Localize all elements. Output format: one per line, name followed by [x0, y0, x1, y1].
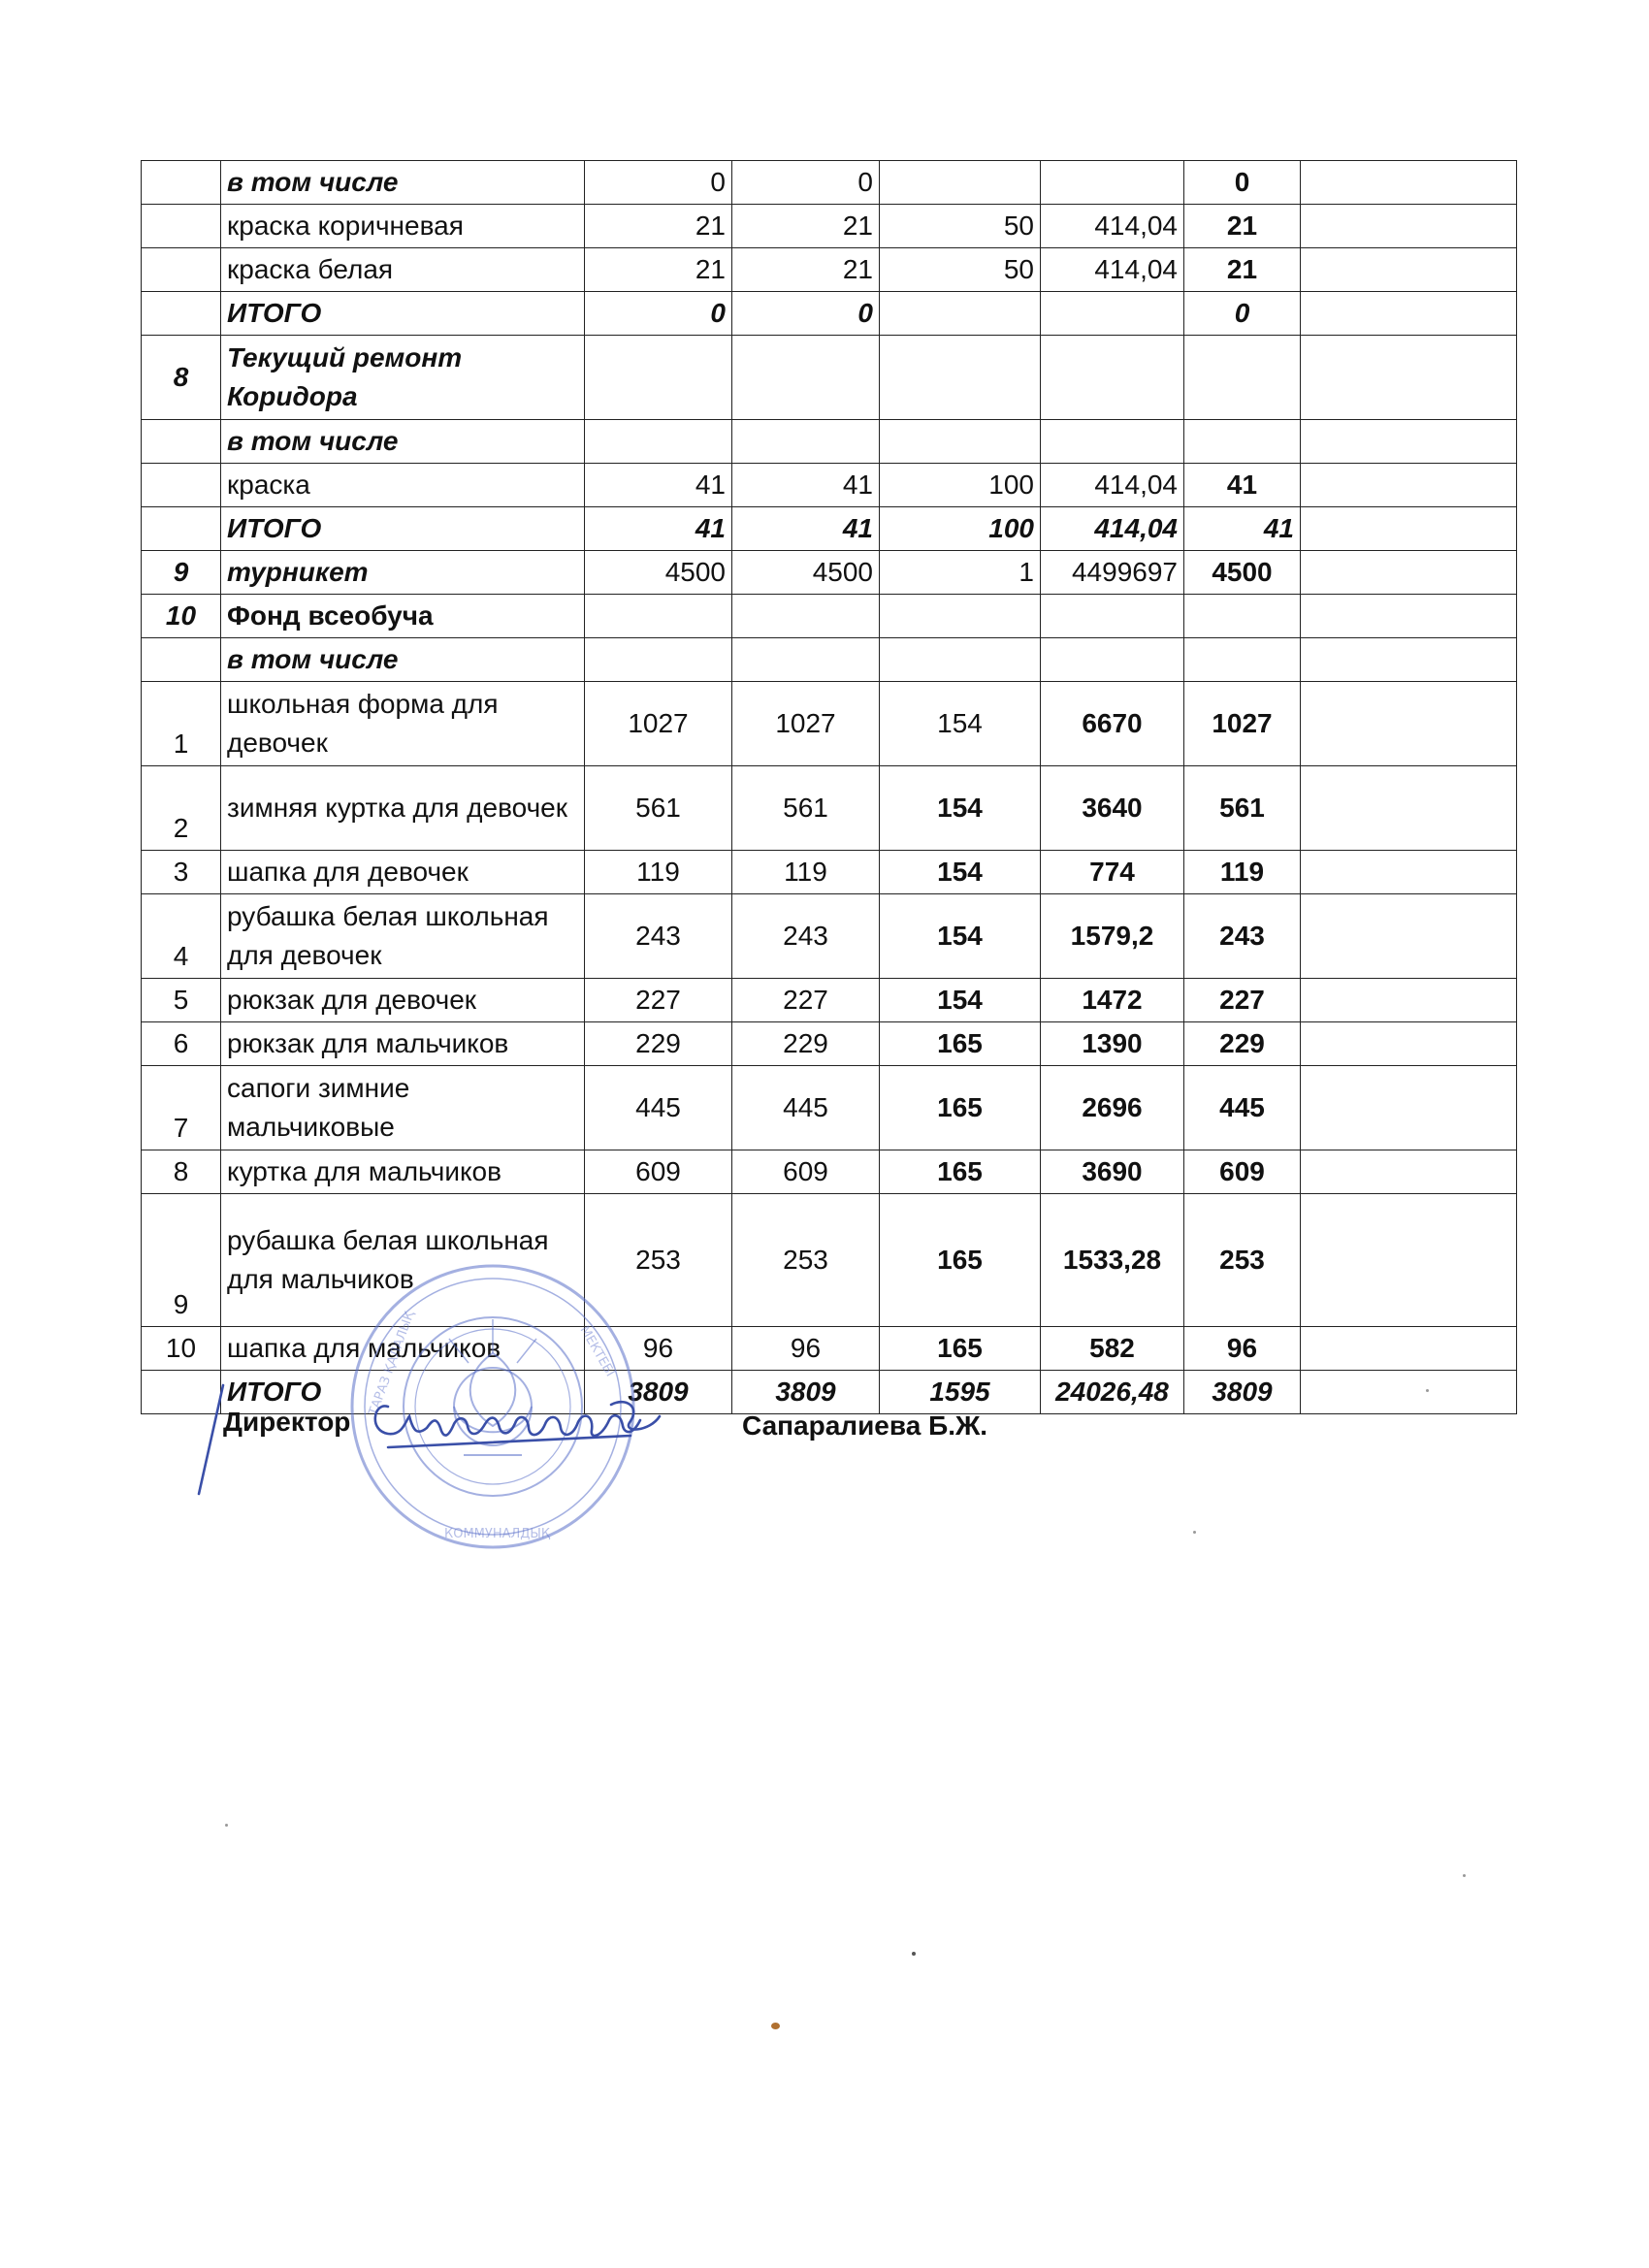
item-name-cell: Фонд всеобуча	[221, 595, 585, 638]
value-cell-4	[1041, 161, 1184, 205]
item-name-cell: краска коричневая	[221, 205, 585, 248]
row-number-cell: 9	[142, 551, 221, 595]
value-cell-3	[880, 595, 1041, 638]
item-name-cell: турникет	[221, 551, 585, 595]
value-cell-1: 227	[585, 979, 732, 1022]
value-cell-4: 1390	[1041, 1022, 1184, 1066]
value-cell-5: 243	[1184, 894, 1301, 979]
item-name-cell: ИТОГО	[221, 507, 585, 551]
table-row	[142, 292, 1517, 336]
table-row	[142, 1022, 1517, 1066]
value-cell-3	[880, 336, 1041, 420]
item-name-cell: Текущий ремонт Коридора	[221, 336, 585, 420]
row-number-cell: 3	[142, 851, 221, 894]
value-cell-6	[1301, 979, 1517, 1022]
value-cell-1: 119	[585, 851, 732, 894]
value-cell-3	[880, 292, 1041, 336]
value-cell-4: 3640	[1041, 766, 1184, 851]
item-name-cell: рюкзак для мальчиков	[221, 1022, 585, 1066]
signatory-name: Сапаралиева Б.Ж.	[742, 1410, 988, 1441]
value-cell-5: 609	[1184, 1150, 1301, 1194]
value-cell-5	[1184, 336, 1301, 420]
value-cell-1: 253	[585, 1194, 732, 1327]
value-cell-5: 253	[1184, 1194, 1301, 1327]
item-name-cell: рубашка белая школьная для мальчиков	[221, 1194, 585, 1327]
value-cell-1: 243	[585, 894, 732, 979]
row-number-cell: 1	[142, 682, 221, 766]
value-cell-6	[1301, 1194, 1517, 1327]
table-row	[142, 979, 1517, 1022]
value-cell-2: 561	[732, 766, 880, 851]
value-cell-6	[1301, 205, 1517, 248]
value-cell-2: 21	[732, 205, 880, 248]
item-name-cell: краска	[221, 464, 585, 507]
value-cell-1: 0	[585, 292, 732, 336]
value-cell-4: 1533,28	[1041, 1194, 1184, 1327]
value-cell-4: 1472	[1041, 979, 1184, 1022]
value-cell-3: 100	[880, 464, 1041, 507]
row-number-cell	[142, 507, 221, 551]
value-cell-3	[880, 161, 1041, 205]
value-cell-4: 414,04	[1041, 205, 1184, 248]
scan-speck	[225, 1824, 228, 1827]
value-cell-5: 561	[1184, 766, 1301, 851]
table-row	[142, 161, 1517, 205]
item-name-cell: рубашка белая школьная для девочек	[221, 894, 585, 979]
value-cell-6	[1301, 292, 1517, 336]
table-row	[142, 851, 1517, 894]
row-number-cell: 8	[142, 1150, 221, 1194]
value-cell-6	[1301, 161, 1517, 205]
value-cell-1	[585, 595, 732, 638]
value-cell-2: 0	[732, 292, 880, 336]
value-cell-6	[1301, 851, 1517, 894]
item-name-cell: зимняя куртка для девочек	[221, 766, 585, 851]
item-name-cell: куртка для мальчиков	[221, 1150, 585, 1194]
value-cell-4: 3690	[1041, 1150, 1184, 1194]
table-row	[142, 894, 1517, 979]
value-cell-2: 1027	[732, 682, 880, 766]
value-cell-4: 4499697	[1041, 551, 1184, 595]
table-row	[142, 1150, 1517, 1194]
signature-block	[194, 1377, 1067, 1552]
value-cell-5: 119	[1184, 851, 1301, 894]
table-row	[142, 638, 1517, 682]
value-cell-4: 414,04	[1041, 507, 1184, 551]
item-name-cell: сапоги зимние мальчиковые	[221, 1066, 585, 1150]
value-cell-6	[1301, 766, 1517, 851]
item-name-cell: в том числе	[221, 638, 585, 682]
value-cell-4: 1579,2	[1041, 894, 1184, 979]
value-cell-5: 227	[1184, 979, 1301, 1022]
value-cell-6	[1301, 507, 1517, 551]
value-cell-4: 774	[1041, 851, 1184, 894]
value-cell-4	[1041, 420, 1184, 464]
value-cell-4: 582	[1041, 1327, 1184, 1371]
value-cell-4: 414,04	[1041, 464, 1184, 507]
value-cell-5: 41	[1184, 507, 1301, 551]
row-number-cell: 6	[142, 1022, 221, 1066]
value-cell-1: 41	[585, 507, 732, 551]
table-row	[142, 420, 1517, 464]
value-cell-2: 119	[732, 851, 880, 894]
value-cell-6	[1301, 420, 1517, 464]
value-cell-2: 96	[732, 1327, 880, 1371]
value-cell-6	[1301, 551, 1517, 595]
row-number-cell	[142, 420, 221, 464]
value-cell-6	[1301, 682, 1517, 766]
value-cell-1: 1027	[585, 682, 732, 766]
value-cell-3: 165	[880, 1327, 1041, 1371]
value-cell-1: 96	[585, 1327, 732, 1371]
table-row	[142, 507, 1517, 551]
value-cell-1: 3809	[585, 1371, 732, 1414]
row-number-cell	[142, 205, 221, 248]
value-cell-1: 21	[585, 205, 732, 248]
value-cell-5: 0	[1184, 292, 1301, 336]
value-cell-4: 2696	[1041, 1066, 1184, 1150]
row-number-cell	[142, 638, 221, 682]
table-row	[142, 205, 1517, 248]
value-cell-1: 229	[585, 1022, 732, 1066]
value-cell-6	[1301, 595, 1517, 638]
value-cell-3: 165	[880, 1022, 1041, 1066]
scan-speck	[912, 1952, 916, 1956]
row-number-cell	[142, 464, 221, 507]
item-name-cell: ИТОГО	[221, 1371, 585, 1414]
item-name-cell: краска белая	[221, 248, 585, 292]
table-row	[142, 595, 1517, 638]
value-cell-1: 609	[585, 1150, 732, 1194]
value-cell-2	[732, 638, 880, 682]
value-cell-6	[1301, 1150, 1517, 1194]
row-number-cell: 10	[142, 595, 221, 638]
item-name-cell: рюкзак для девочек	[221, 979, 585, 1022]
value-cell-5: 3809	[1184, 1371, 1301, 1414]
table-row	[142, 336, 1517, 420]
value-cell-5: 41	[1184, 464, 1301, 507]
svg-text:МЕКТЕБІ: МЕКТЕБІ	[576, 1323, 618, 1379]
row-number-cell: 10	[142, 1327, 221, 1371]
value-cell-6	[1301, 1066, 1517, 1150]
value-cell-3: 154	[880, 851, 1041, 894]
value-cell-2: 3809	[732, 1371, 880, 1414]
value-cell-3: 154	[880, 979, 1041, 1022]
value-cell-2: 243	[732, 894, 880, 979]
value-cell-6	[1301, 336, 1517, 420]
value-cell-6	[1301, 1327, 1517, 1371]
value-cell-2: 609	[732, 1150, 880, 1194]
value-cell-2: 445	[732, 1066, 880, 1150]
item-name-cell: ИТОГО	[221, 292, 585, 336]
value-cell-3: 154	[880, 682, 1041, 766]
value-cell-3: 165	[880, 1194, 1041, 1327]
table-row	[142, 464, 1517, 507]
value-cell-6	[1301, 894, 1517, 979]
value-cell-5	[1184, 595, 1301, 638]
value-cell-1: 21	[585, 248, 732, 292]
value-cell-4: 414,04	[1041, 248, 1184, 292]
table-row	[142, 766, 1517, 851]
value-cell-2	[732, 595, 880, 638]
value-cell-5: 0	[1184, 161, 1301, 205]
value-cell-3: 50	[880, 248, 1041, 292]
value-cell-1	[585, 420, 732, 464]
value-cell-4	[1041, 336, 1184, 420]
table-row	[142, 1066, 1517, 1150]
value-cell-1: 561	[585, 766, 732, 851]
value-cell-6	[1301, 1371, 1517, 1414]
handwritten-signature	[194, 1377, 698, 1513]
inventory-table	[141, 160, 1517, 1414]
value-cell-1: 41	[585, 464, 732, 507]
value-cell-4	[1041, 292, 1184, 336]
value-cell-1	[585, 336, 732, 420]
value-cell-3: 154	[880, 894, 1041, 979]
row-number-cell	[142, 248, 221, 292]
row-number-cell: 9	[142, 1194, 221, 1327]
value-cell-2	[732, 420, 880, 464]
value-cell-6	[1301, 248, 1517, 292]
signature-title: Директор	[223, 1407, 351, 1437]
value-cell-5: 1027	[1184, 682, 1301, 766]
svg-text:КОММУНАЛДЫҚ: КОММУНАЛДЫҚ	[444, 1527, 551, 1541]
value-cell-3: 165	[880, 1066, 1041, 1150]
value-cell-5: 21	[1184, 248, 1301, 292]
row-number-cell: 2	[142, 766, 221, 851]
value-cell-5	[1184, 638, 1301, 682]
value-cell-3: 1	[880, 551, 1041, 595]
row-number-cell: 5	[142, 979, 221, 1022]
value-cell-2: 21	[732, 248, 880, 292]
value-cell-4: 24026,48	[1041, 1371, 1184, 1414]
value-cell-4	[1041, 595, 1184, 638]
value-cell-1: 0	[585, 161, 732, 205]
item-name-cell: шапка для девочек	[221, 851, 585, 894]
value-cell-1	[585, 638, 732, 682]
value-cell-3: 165	[880, 1150, 1041, 1194]
value-cell-3	[880, 420, 1041, 464]
value-cell-4: 6670	[1041, 682, 1184, 766]
scan-speck	[1463, 1874, 1466, 1877]
value-cell-2: 4500	[732, 551, 880, 595]
value-cell-3	[880, 638, 1041, 682]
value-cell-1: 445	[585, 1066, 732, 1150]
item-name-cell: в том числе	[221, 161, 585, 205]
value-cell-5: 4500	[1184, 551, 1301, 595]
value-cell-2	[732, 336, 880, 420]
table-row	[142, 682, 1517, 766]
row-number-cell: 7	[142, 1066, 221, 1150]
value-cell-2: 41	[732, 507, 880, 551]
item-name-cell: в том числе	[221, 420, 585, 464]
row-number-cell	[142, 161, 221, 205]
table-row	[142, 248, 1517, 292]
scan-speck	[771, 2023, 780, 2029]
value-cell-3: 100	[880, 507, 1041, 551]
value-cell-3: 50	[880, 205, 1041, 248]
value-cell-2: 227	[732, 979, 880, 1022]
value-cell-4	[1041, 638, 1184, 682]
item-name-cell: шапка для мальчиков	[221, 1327, 585, 1371]
row-number-cell: 8	[142, 336, 221, 420]
value-cell-2: 41	[732, 464, 880, 507]
scan-speck	[1426, 1389, 1429, 1392]
item-name-cell: школьная форма для девочек	[221, 682, 585, 766]
value-cell-2: 229	[732, 1022, 880, 1066]
table-body	[142, 161, 1517, 1414]
value-cell-6	[1301, 1022, 1517, 1066]
value-cell-5: 229	[1184, 1022, 1301, 1066]
value-cell-5: 445	[1184, 1066, 1301, 1150]
value-cell-2: 0	[732, 161, 880, 205]
value-cell-1: 4500	[585, 551, 732, 595]
value-cell-3: 1595	[880, 1371, 1041, 1414]
value-cell-6	[1301, 464, 1517, 507]
value-cell-5: 21	[1184, 205, 1301, 248]
value-cell-5: 96	[1184, 1327, 1301, 1371]
table-row	[142, 551, 1517, 595]
scan-speck	[1193, 1531, 1196, 1534]
value-cell-6	[1301, 638, 1517, 682]
value-cell-3: 154	[880, 766, 1041, 851]
value-cell-5	[1184, 420, 1301, 464]
value-cell-2: 253	[732, 1194, 880, 1327]
row-number-cell: 4	[142, 894, 221, 979]
row-number-cell	[142, 292, 221, 336]
svg-text:ТАРАЗ ҚАЛАЛЫҚ: ТАРАЗ ҚАЛАЛЫҚ	[366, 1309, 418, 1418]
